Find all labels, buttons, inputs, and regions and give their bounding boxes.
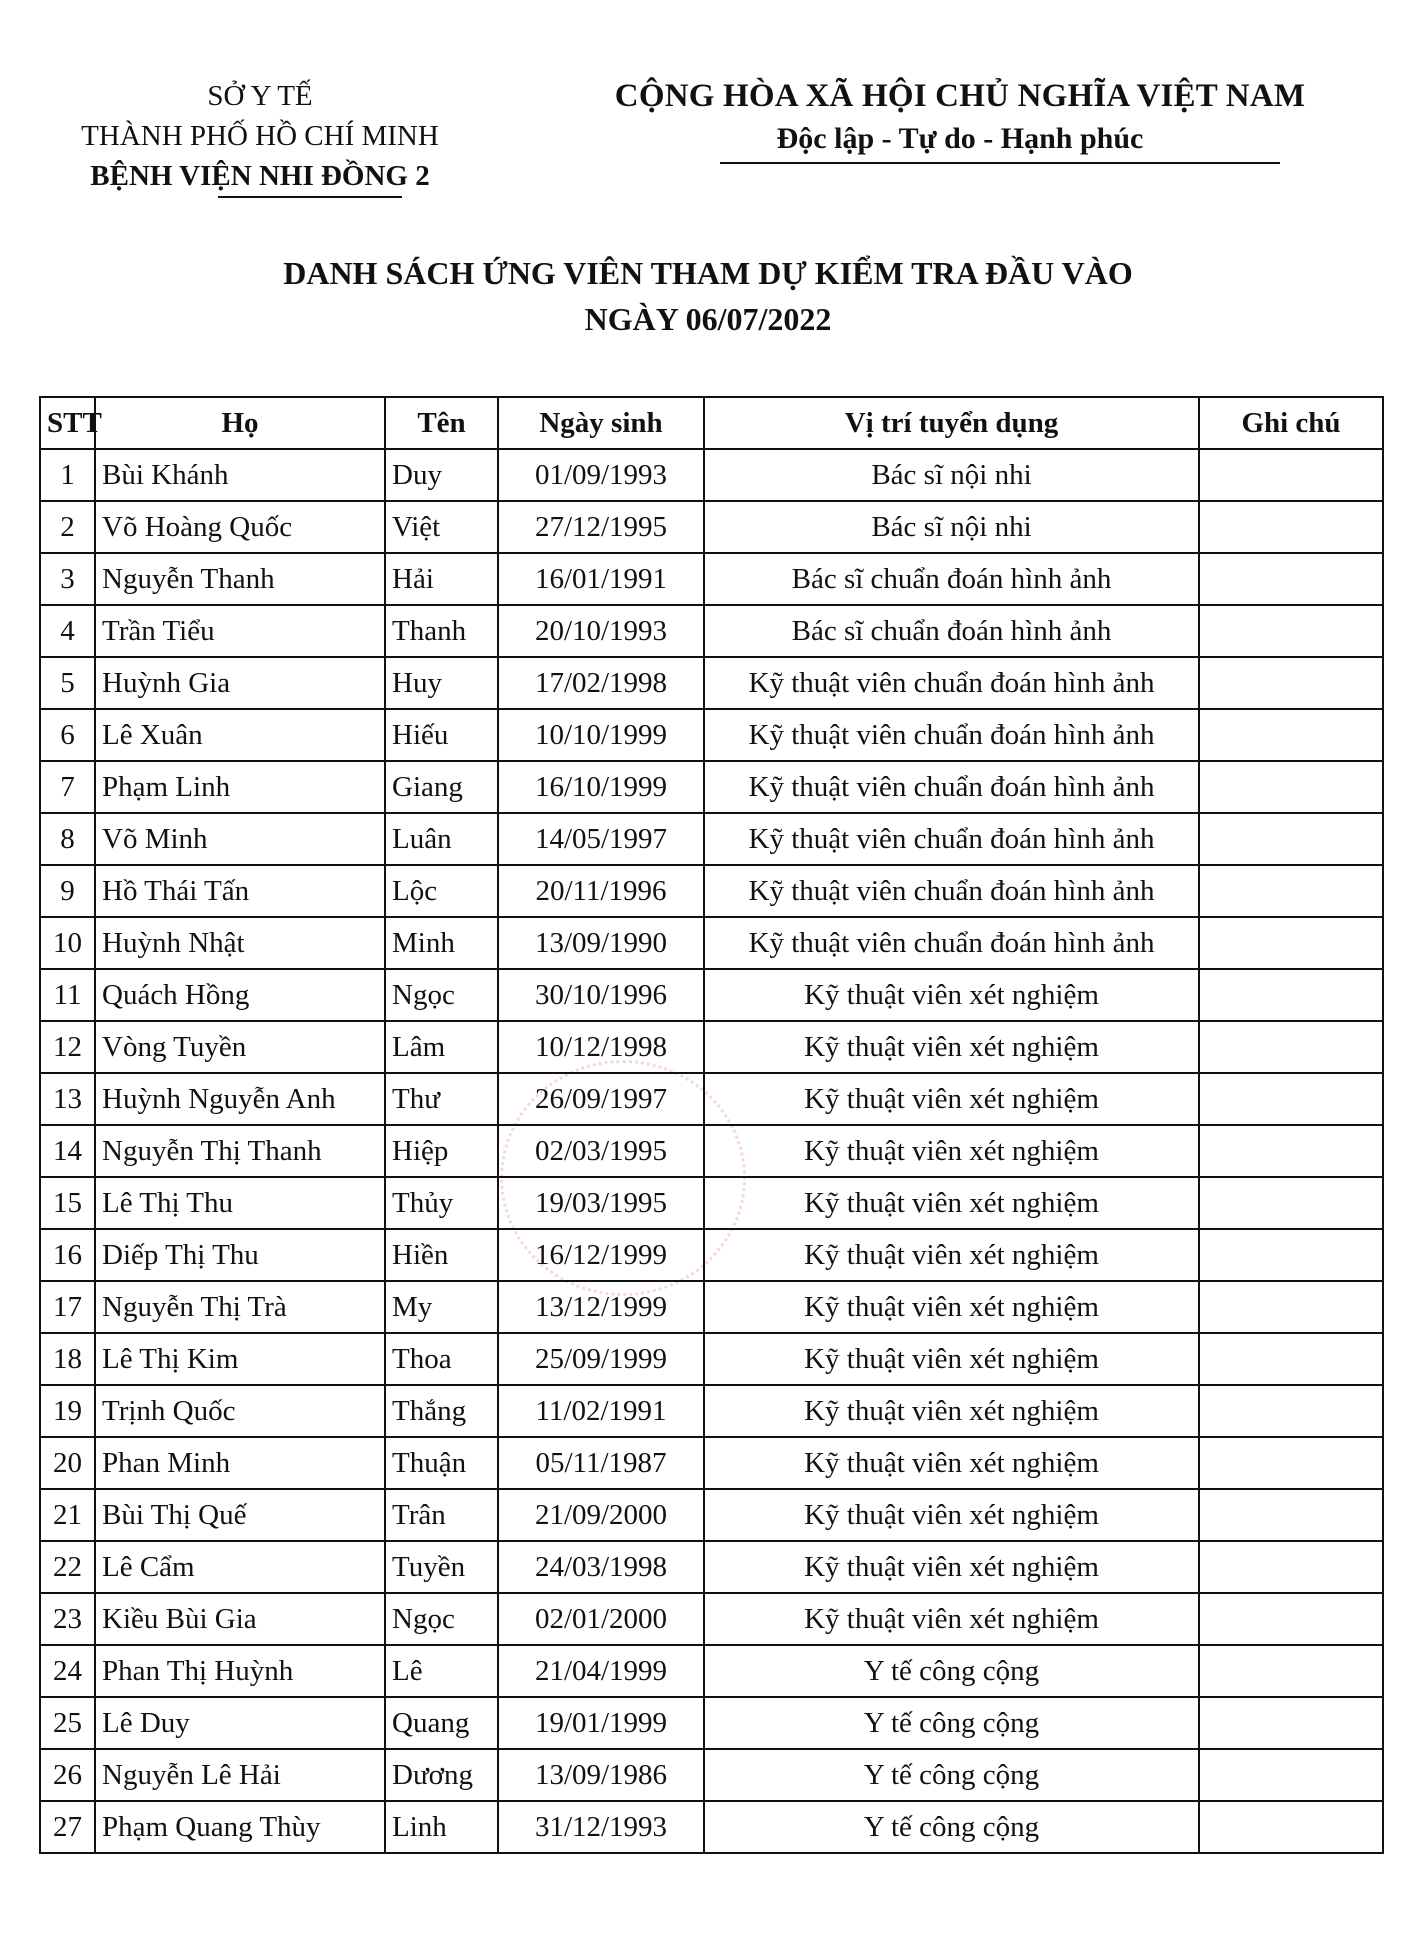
table-row — [40, 657, 1383, 709]
table-row — [40, 449, 1383, 501]
cell-stt: 24 — [40, 1645, 95, 1697]
cell-vi-tri: Kỹ thuật viên xét nghiệm — [704, 1489, 1199, 1541]
cell-ho: Nguyễn Thanh — [95, 553, 385, 605]
cell-ho: Huỳnh Nguyễn Anh — [95, 1073, 385, 1125]
cell-ghi-chu — [1199, 865, 1383, 917]
cell-stt: 17 — [40, 1281, 95, 1333]
table-body — [40, 449, 1383, 1853]
cell-ten: Huy — [385, 657, 498, 709]
cell-stt: 25 — [40, 1697, 95, 1749]
cell-ngay-sinh: 14/05/1997 — [498, 813, 704, 865]
table-row — [40, 553, 1383, 605]
cell-ten: Hải — [385, 553, 498, 605]
cell-ngay-sinh: 10/10/1999 — [498, 709, 704, 761]
cell-ghi-chu — [1199, 917, 1383, 969]
cell-ten: Hiệp — [385, 1125, 498, 1177]
cell-vi-tri: Bác sĩ chuẩn đoán hình ảnh — [704, 553, 1199, 605]
cell-ghi-chu — [1199, 1489, 1383, 1541]
cell-stt: 5 — [40, 657, 95, 709]
cell-ho: Nguyễn Thị Thanh — [95, 1125, 385, 1177]
cell-ho: Võ Hoàng Quốc — [95, 501, 385, 553]
cell-ho: Lê Thị Kim — [95, 1333, 385, 1385]
table-row — [40, 1125, 1383, 1177]
cell-vi-tri: Kỹ thuật viên chuẩn đoán hình ảnh — [704, 813, 1199, 865]
cell-ngay-sinh: 17/02/1998 — [498, 657, 704, 709]
cell-stt: 2 — [40, 501, 95, 553]
col-header-vi-tri: Vị trí tuyển dụng — [704, 397, 1199, 449]
cell-ho: Nguyễn Lê Hải — [95, 1749, 385, 1801]
cell-ghi-chu — [1199, 1229, 1383, 1281]
cell-ghi-chu — [1199, 657, 1383, 709]
cell-ten: Lộc — [385, 865, 498, 917]
cell-ho: Nguyễn Thị Trà — [95, 1281, 385, 1333]
cell-ho: Bùi Thị Quế — [95, 1489, 385, 1541]
cell-vi-tri: Y tế công cộng — [704, 1749, 1199, 1801]
cell-ngay-sinh: 24/03/1998 — [498, 1541, 704, 1593]
cell-stt: 6 — [40, 709, 95, 761]
cell-ngay-sinh: 27/12/1995 — [498, 501, 704, 553]
cell-ten: Hiền — [385, 1229, 498, 1281]
cell-ten: Duy — [385, 449, 498, 501]
table-row — [40, 917, 1383, 969]
cell-ten: Lâm — [385, 1021, 498, 1073]
cell-ngay-sinh: 13/12/1999 — [498, 1281, 704, 1333]
cell-ghi-chu — [1199, 969, 1383, 1021]
table-row — [40, 1489, 1383, 1541]
cell-ghi-chu — [1199, 605, 1383, 657]
national-header — [560, 74, 1360, 160]
cell-vi-tri: Kỹ thuật viên xét nghiệm — [704, 1281, 1199, 1333]
cell-ho: Vòng Tuyền — [95, 1021, 385, 1073]
cell-ten: Lê — [385, 1645, 498, 1697]
cell-stt: 18 — [40, 1333, 95, 1385]
cell-stt: 23 — [40, 1593, 95, 1645]
cell-stt: 22 — [40, 1541, 95, 1593]
cell-ngay-sinh: 19/01/1999 — [498, 1697, 704, 1749]
table-row — [40, 501, 1383, 553]
cell-ghi-chu — [1199, 1541, 1383, 1593]
cell-ghi-chu — [1199, 1801, 1383, 1853]
cell-ho: Lê Cẩm — [95, 1541, 385, 1593]
table-row — [40, 1801, 1383, 1853]
cell-ngay-sinh: 13/09/1986 — [498, 1749, 704, 1801]
cell-ngay-sinh: 20/11/1996 — [498, 865, 704, 917]
cell-ghi-chu — [1199, 1385, 1383, 1437]
cell-ghi-chu — [1199, 1177, 1383, 1229]
cell-vi-tri: Kỹ thuật viên xét nghiệm — [704, 1593, 1199, 1645]
cell-ho: Trần Tiểu — [95, 605, 385, 657]
cell-ngay-sinh: 13/09/1990 — [498, 917, 704, 969]
cell-vi-tri: Kỹ thuật viên chuẩn đoán hình ảnh — [704, 761, 1199, 813]
cell-vi-tri: Bác sĩ nội nhi — [704, 501, 1199, 553]
cell-vi-tri: Kỹ thuật viên chuẩn đoán hình ảnh — [704, 657, 1199, 709]
cell-ten: Ngọc — [385, 1593, 498, 1645]
cell-stt: 14 — [40, 1125, 95, 1177]
col-header-ten: Tên — [385, 397, 498, 449]
cell-ho: Huỳnh Nhật — [95, 917, 385, 969]
cell-ghi-chu — [1199, 1281, 1383, 1333]
cell-ten: Thắng — [385, 1385, 498, 1437]
cell-ghi-chu — [1199, 1697, 1383, 1749]
table-header-row — [40, 397, 1383, 449]
col-header-ghi-chu: Ghi chú — [1199, 397, 1383, 449]
table-row — [40, 1593, 1383, 1645]
cell-ngay-sinh: 31/12/1993 — [498, 1801, 704, 1853]
cell-ngay-sinh: 05/11/1987 — [498, 1437, 704, 1489]
cell-ngay-sinh: 02/03/1995 — [498, 1125, 704, 1177]
cell-ghi-chu — [1199, 449, 1383, 501]
table-row — [40, 1437, 1383, 1489]
cell-stt: 27 — [40, 1801, 95, 1853]
cell-ghi-chu — [1199, 709, 1383, 761]
table-row — [40, 605, 1383, 657]
cell-ho: Diếp Thị Thu — [95, 1229, 385, 1281]
cell-stt: 11 — [40, 969, 95, 1021]
cell-ten: Quang — [385, 1697, 498, 1749]
cell-ten: Việt — [385, 501, 498, 553]
cell-vi-tri: Bác sĩ chuẩn đoán hình ảnh — [704, 605, 1199, 657]
document-title-line-1: DANH SÁCH ỨNG VIÊN THAM DỰ KIỂM TRA ĐẦU VÀO — [283, 255, 1133, 291]
table-row — [40, 865, 1383, 917]
table-row — [40, 761, 1383, 813]
cell-vi-tri: Kỹ thuật viên xét nghiệm — [704, 1385, 1199, 1437]
cell-ho: Phan Thị Huỳnh — [95, 1645, 385, 1697]
cell-stt: 9 — [40, 865, 95, 917]
table-row — [40, 1333, 1383, 1385]
table-row — [40, 969, 1383, 1021]
candidate-table — [39, 396, 1384, 1854]
cell-vi-tri: Kỹ thuật viên xét nghiệm — [704, 1229, 1199, 1281]
cell-ngay-sinh: 16/10/1999 — [498, 761, 704, 813]
col-header-ho: Họ — [95, 397, 385, 449]
cell-ho: Phan Minh — [95, 1437, 385, 1489]
cell-ho: Bùi Khánh — [95, 449, 385, 501]
cell-ten: Trân — [385, 1489, 498, 1541]
cell-stt: 1 — [40, 449, 95, 501]
cell-stt: 12 — [40, 1021, 95, 1073]
agency-header — [40, 76, 480, 196]
cell-ten: Luân — [385, 813, 498, 865]
national-motto: Độc lập - Tự do - Hạnh phúc — [776, 122, 1144, 155]
cell-vi-tri: Kỹ thuật viên xét nghiệm — [704, 1021, 1199, 1073]
cell-vi-tri: Kỹ thuật viên xét nghiệm — [704, 1125, 1199, 1177]
cell-ho: Kiều Bùi Gia — [95, 1593, 385, 1645]
cell-ghi-chu — [1199, 1437, 1383, 1489]
cell-ghi-chu — [1199, 1645, 1383, 1697]
table-row — [40, 1073, 1383, 1125]
document-title — [0, 250, 1416, 342]
agency-underline — [218, 196, 402, 198]
cell-ngay-sinh: 26/09/1997 — [498, 1073, 704, 1125]
cell-ngay-sinh: 30/10/1996 — [498, 969, 704, 1021]
cell-ghi-chu — [1199, 1073, 1383, 1125]
cell-ho: Lê Xuân — [95, 709, 385, 761]
cell-stt: 20 — [40, 1437, 95, 1489]
cell-vi-tri: Kỹ thuật viên xét nghiệm — [704, 1177, 1199, 1229]
cell-stt: 15 — [40, 1177, 95, 1229]
motto-underline — [720, 162, 1280, 164]
table-row — [40, 1385, 1383, 1437]
table-row — [40, 709, 1383, 761]
cell-stt: 21 — [40, 1489, 95, 1541]
cell-stt: 3 — [40, 553, 95, 605]
cell-vi-tri: Kỹ thuật viên chuẩn đoán hình ảnh — [704, 917, 1199, 969]
cell-ten: Hiếu — [385, 709, 498, 761]
cell-ho: Võ Minh — [95, 813, 385, 865]
cell-ten: Thanh — [385, 605, 498, 657]
table-row — [40, 1645, 1383, 1697]
cell-ngay-sinh: 21/04/1999 — [498, 1645, 704, 1697]
cell-ten: Thủy — [385, 1177, 498, 1229]
cell-vi-tri: Kỹ thuật viên chuẩn đoán hình ảnh — [704, 865, 1199, 917]
cell-vi-tri: Y tế công cộng — [704, 1645, 1199, 1697]
cell-ngay-sinh: 25/09/1999 — [498, 1333, 704, 1385]
cell-ghi-chu — [1199, 553, 1383, 605]
cell-ten: Linh — [385, 1801, 498, 1853]
cell-stt: 26 — [40, 1749, 95, 1801]
table-row — [40, 1697, 1383, 1749]
cell-vi-tri: Y tế công cộng — [704, 1801, 1199, 1853]
cell-ho: Quách Hồng — [95, 969, 385, 1021]
cell-vi-tri: Kỹ thuật viên xét nghiệm — [704, 1073, 1199, 1125]
national-title: CỘNG HÒA XÃ HỘI CHỦ NGHĨA VIỆT NAM — [614, 78, 1306, 114]
cell-ten: Tuyền — [385, 1541, 498, 1593]
agency-line-2: THÀNH PHỐ HỒ CHÍ MINH — [81, 120, 439, 152]
cell-ngay-sinh: 11/02/1991 — [498, 1385, 704, 1437]
cell-ten: Thư — [385, 1073, 498, 1125]
cell-ho: Lê Duy — [95, 1697, 385, 1749]
agency-line-3: BỆNH VIỆN NHI ĐỒNG 2 — [90, 160, 430, 192]
cell-ghi-chu — [1199, 761, 1383, 813]
cell-ten: Thoa — [385, 1333, 498, 1385]
cell-ghi-chu — [1199, 501, 1383, 553]
cell-ho: Hồ Thái Tấn — [95, 865, 385, 917]
cell-ten: Thuận — [385, 1437, 498, 1489]
table-row — [40, 1281, 1383, 1333]
col-header-ngay-sinh: Ngày sinh — [498, 397, 704, 449]
cell-ho: Lê Thị Thu — [95, 1177, 385, 1229]
table-row — [40, 1749, 1383, 1801]
cell-ghi-chu — [1199, 1125, 1383, 1177]
cell-ten: My — [385, 1281, 498, 1333]
cell-ten: Dương — [385, 1749, 498, 1801]
table-row — [40, 813, 1383, 865]
cell-ho: Phạm Linh — [95, 761, 385, 813]
cell-ho: Trịnh Quốc — [95, 1385, 385, 1437]
cell-vi-tri: Kỹ thuật viên xét nghiệm — [704, 969, 1199, 1021]
document-title-line-2: NGÀY 06/07/2022 — [584, 301, 832, 337]
cell-ngay-sinh: 20/10/1993 — [498, 605, 704, 657]
cell-ngay-sinh: 16/12/1999 — [498, 1229, 704, 1281]
cell-vi-tri: Kỹ thuật viên xét nghiệm — [704, 1541, 1199, 1593]
cell-stt: 19 — [40, 1385, 95, 1437]
table-row — [40, 1021, 1383, 1073]
cell-ten: Minh — [385, 917, 498, 969]
agency-line-1: SỞ Y TẾ — [207, 80, 313, 112]
cell-ten: Giang — [385, 761, 498, 813]
cell-stt: 8 — [40, 813, 95, 865]
cell-vi-tri: Y tế công cộng — [704, 1697, 1199, 1749]
cell-ghi-chu — [1199, 1021, 1383, 1073]
cell-ngay-sinh: 21/09/2000 — [498, 1489, 704, 1541]
cell-vi-tri: Kỹ thuật viên xét nghiệm — [704, 1333, 1199, 1385]
table-row — [40, 1229, 1383, 1281]
cell-ten: Ngọc — [385, 969, 498, 1021]
cell-stt: 10 — [40, 917, 95, 969]
cell-ngay-sinh: 16/01/1991 — [498, 553, 704, 605]
table-row — [40, 1541, 1383, 1593]
cell-stt: 7 — [40, 761, 95, 813]
cell-ho: Huỳnh Gia — [95, 657, 385, 709]
cell-vi-tri: Kỹ thuật viên chuẩn đoán hình ảnh — [704, 709, 1199, 761]
cell-ho: Phạm Quang Thùy — [95, 1801, 385, 1853]
cell-ghi-chu — [1199, 1333, 1383, 1385]
cell-ngay-sinh: 19/03/1995 — [498, 1177, 704, 1229]
cell-stt: 4 — [40, 605, 95, 657]
cell-ngay-sinh: 01/09/1993 — [498, 449, 704, 501]
cell-ghi-chu — [1199, 1749, 1383, 1801]
cell-stt: 16 — [40, 1229, 95, 1281]
cell-ghi-chu — [1199, 813, 1383, 865]
col-header-stt: STT — [40, 397, 95, 449]
cell-ngay-sinh: 02/01/2000 — [498, 1593, 704, 1645]
cell-ngay-sinh: 10/12/1998 — [498, 1021, 704, 1073]
cell-stt: 13 — [40, 1073, 95, 1125]
table-row — [40, 1177, 1383, 1229]
cell-vi-tri: Kỹ thuật viên xét nghiệm — [704, 1437, 1199, 1489]
cell-vi-tri: Bác sĩ nội nhi — [704, 449, 1199, 501]
cell-ghi-chu — [1199, 1593, 1383, 1645]
